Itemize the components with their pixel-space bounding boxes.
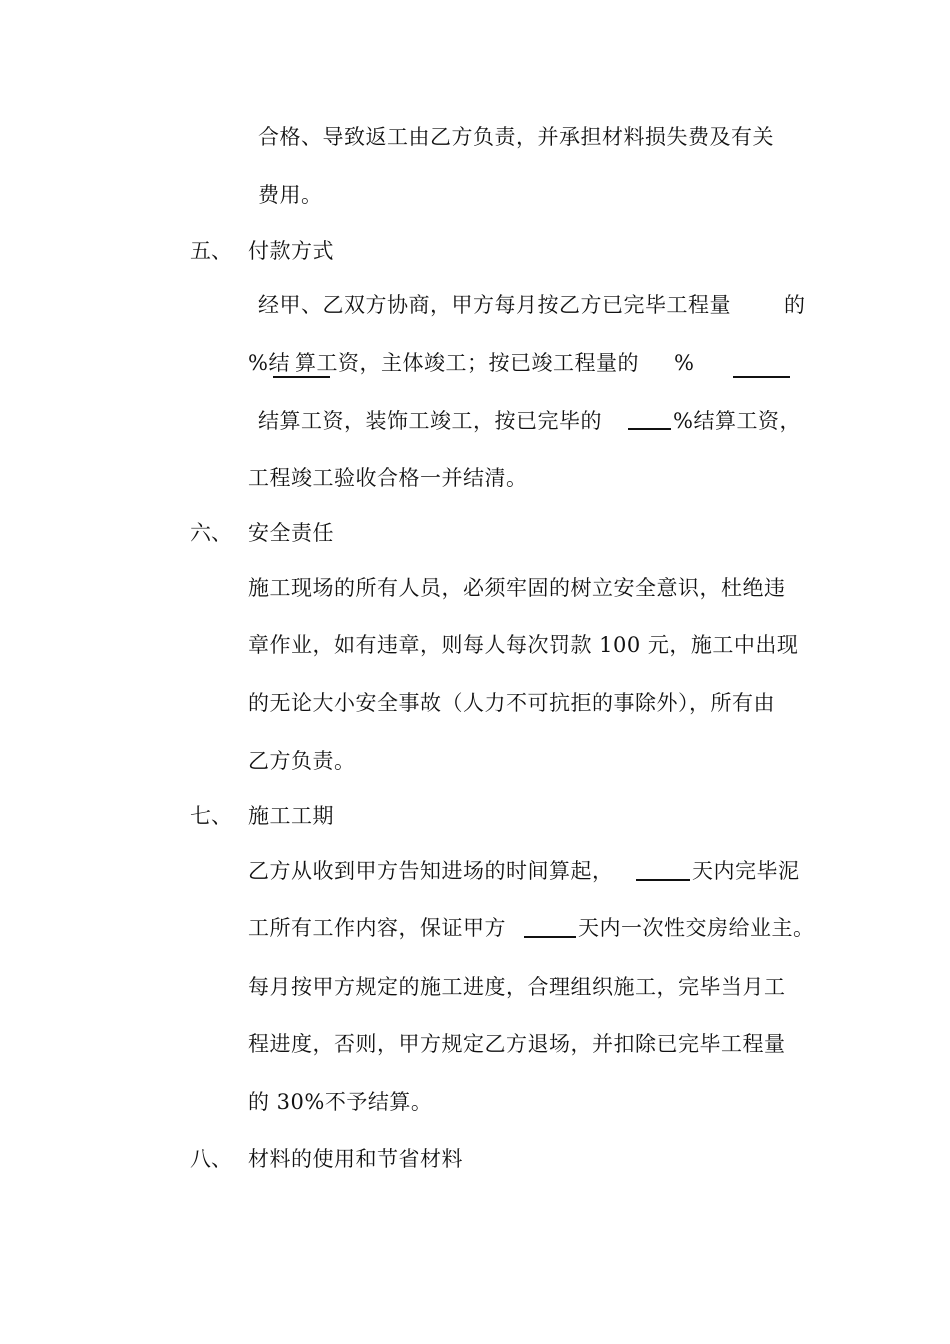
blank-underline — [628, 428, 671, 430]
paragraph-line: 章作业，如有违章，则每人每次罚款 100 元，施工中出现 — [248, 633, 799, 657]
paragraph-text: %结算工资， — [673, 409, 801, 433]
paragraph-line: 程进度，否则，甲方规定乙方退场，并扣除已完毕工程量 — [248, 1032, 786, 1056]
paragraph-text: 天内完毕泥 — [692, 859, 800, 883]
section-number: 七、 — [190, 804, 232, 828]
section-title: 付款方式 — [248, 239, 334, 263]
paragraph-line: 的 30%不予结算。 — [248, 1090, 433, 1114]
section-title: 施工工期 — [248, 804, 334, 828]
paragraph-text: 的 — [784, 293, 806, 317]
blank-underline — [273, 376, 330, 378]
blank-underline — [524, 936, 576, 938]
paragraph-line: 工程竣工验收合格一并结清。 — [248, 466, 528, 490]
paragraph-line: 的无论大小安全事故（人力不可抗拒的事除外），所有由 — [248, 691, 775, 715]
paragraph-line: 费用。 — [258, 183, 323, 207]
paragraph-line: 乙方负责。 — [248, 749, 356, 773]
paragraph-text: 算工资，主体竣工；按已竣工程量的 — [295, 351, 639, 375]
section-number: 八、 — [190, 1147, 232, 1171]
section-number: 六、 — [190, 521, 232, 545]
section-title: 材料的使用和节省材料 — [248, 1147, 463, 1171]
paragraph-line: 合格、导致返工由乙方负责，并承担材料损失费及有关 — [258, 125, 774, 149]
paragraph-text: 工所有工作内容，保证甲方 — [248, 916, 506, 940]
paragraph-text: %结 — [248, 351, 290, 375]
blank-underline — [636, 879, 690, 881]
paragraph-text: % — [674, 351, 695, 375]
paragraph-line: 经甲、乙双方协商，甲方每月按乙方已完毕工程量 — [258, 293, 731, 317]
section-title: 安全责任 — [248, 521, 334, 545]
section-number: 五、 — [190, 239, 232, 263]
paragraph-line: 每月按甲方规定的施工进度，合理组织施工，完毕当月工 — [248, 975, 786, 999]
paragraph-text: 天内一次性交房给业主。 — [578, 916, 815, 940]
paragraph-text: 乙方从收到甲方告知进场的时间算起， — [248, 859, 614, 883]
blank-underline — [733, 376, 790, 378]
paragraph-text: 结算工资，装饰工竣工，按已完毕的 — [258, 409, 602, 433]
paragraph-line: 施工现场的所有人员，必须牢固的树立安全意识，杜绝违 — [248, 576, 786, 600]
